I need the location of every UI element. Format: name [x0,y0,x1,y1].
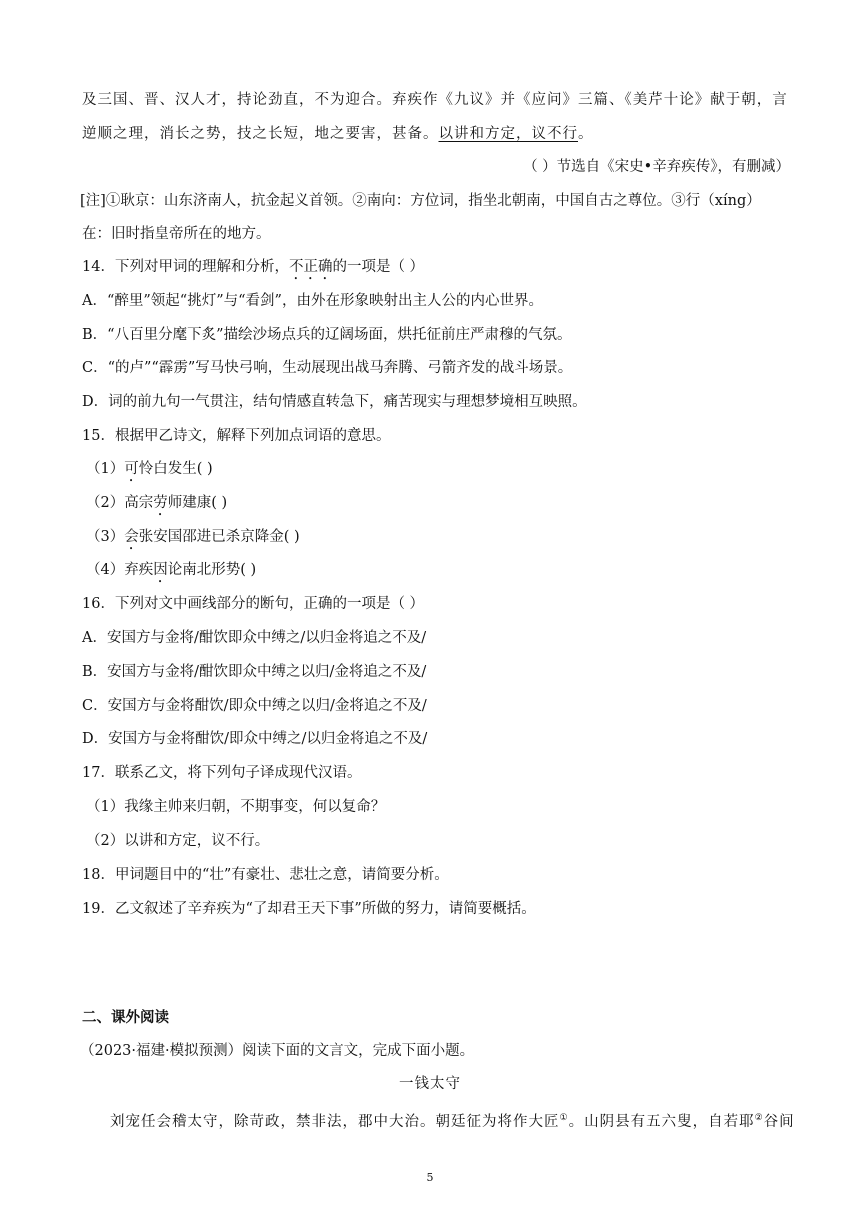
q14-option-a: A．“醉里”领起“挑灯”与“看剑”，由外在形象映射出主人公的内心世界。 [82,293,543,309]
question-18-stem: 18．甲词题目中的“壮”有豪壮、悲壮之意，请简要分析。 [82,867,449,883]
q15-item-4: （4）弃疾因论南北形势( ) [86,562,257,578]
question-14-stem: 14．下列对甲词的理解和分析，不正确的一项是（ ） [82,259,425,275]
q14-option-d: D．词的前九句一气贯注，结句情感直转急下，痛苦现实与理想梦境相互映照。 [82,394,587,410]
q16-option-c: C．安国方与金将酣饮/即众中缚之以归/金将追之不及/ [82,698,427,714]
q17-sentence-2: （2）以讲和方定，议不行。 [86,833,270,849]
q14-option-b: B．“八百里分麾下炙”描绘沙场点兵的辽阔场面，烘托征前庄严肃穆的气氛。 [82,327,572,343]
q16-option-d: D．安国方与金将酣饮/即众中缚之/以归金将追之不及/ [82,731,428,747]
dotted-word: 可 [124,461,139,477]
dotted-word: 因 [153,562,168,578]
section-heading: 二、课外阅读 [82,1009,169,1026]
q17-sentence-1: （1）我缘主帅来归朝，不期事变，何以复命？ [86,799,386,815]
passage-source: （ ）节选自《宋史•辛弃疾传》，有删减） [523,159,790,175]
question-15-stem: 15．根据甲乙诗文，解释下列加点词语的意思。 [82,428,391,444]
note-line-1: [注]①耿京：山东济南人，抗金起义首领。②南向：方位词，指坐北朝南，中国自古之尊位。③行（xíng） [80,193,761,209]
question-19-stem: 19．乙文叙述了辛弃疾为“了却君王天下事”所做的努力，请简要概括。 [82,901,536,917]
q15-item-3: （3）会张安国邵进已杀京降金( ) [86,529,300,545]
dotted-word: 劳 [153,495,168,511]
q15-item-1: （1）可怜白发生( ) [86,461,213,477]
passage-line-1: 及三国、晋、汉人才，持论劲直，不为迎合。弃疾作《九议》并《应问》三篇、《美芹十论》献于朝，言 [82,92,788,108]
q14-option-c: C．“的卢”“霹雳”写马快弓响，生动展现出战马奔腾、弓箭齐发的战斗场景。 [82,360,573,376]
passage-line-2: 逆顺之理，消长之势，技之长短，地之要害，甚备。以讲和方定，议不行。 [82,126,594,142]
passage-title: 一钱太守 [399,1076,461,1092]
section-intro: （2023·福建·模拟预测）阅读下面的文言文，完成下面小题。 [80,1043,475,1059]
passage-first-line: 刘宠任会稽太守，除苛政，禁非法，郡中大治。朝廷征为将作大匠①。山阴县有五六叟，自若耶②谷间 [110,1113,795,1130]
q16-option-a: A．安国方与金将/酣饮即众中缚之/以归金将追之不及/ [82,630,427,646]
q16-option-b: B．安国方与金将/酣饮即众中缚之以归/金将追之不及/ [82,664,427,680]
page-number: 5 [426,1171,434,1184]
question-16-stem: 16．下列对文中画线部分的断句，正确的一项是（ ） [82,596,425,612]
underlined-sentence: 以讲和方定，议不行 [438,126,578,142]
note-line-2: 在：旧时指皇帝所在的地方。 [82,226,271,242]
question-17-stem: 17．联系乙文，将下列句子译成现代汉语。 [82,765,362,781]
dotted-word: 会 [124,529,139,545]
q15-item-2: （2）高宗劳师建康( ) [86,495,228,511]
emphasized-word: 不正确 [288,259,333,275]
